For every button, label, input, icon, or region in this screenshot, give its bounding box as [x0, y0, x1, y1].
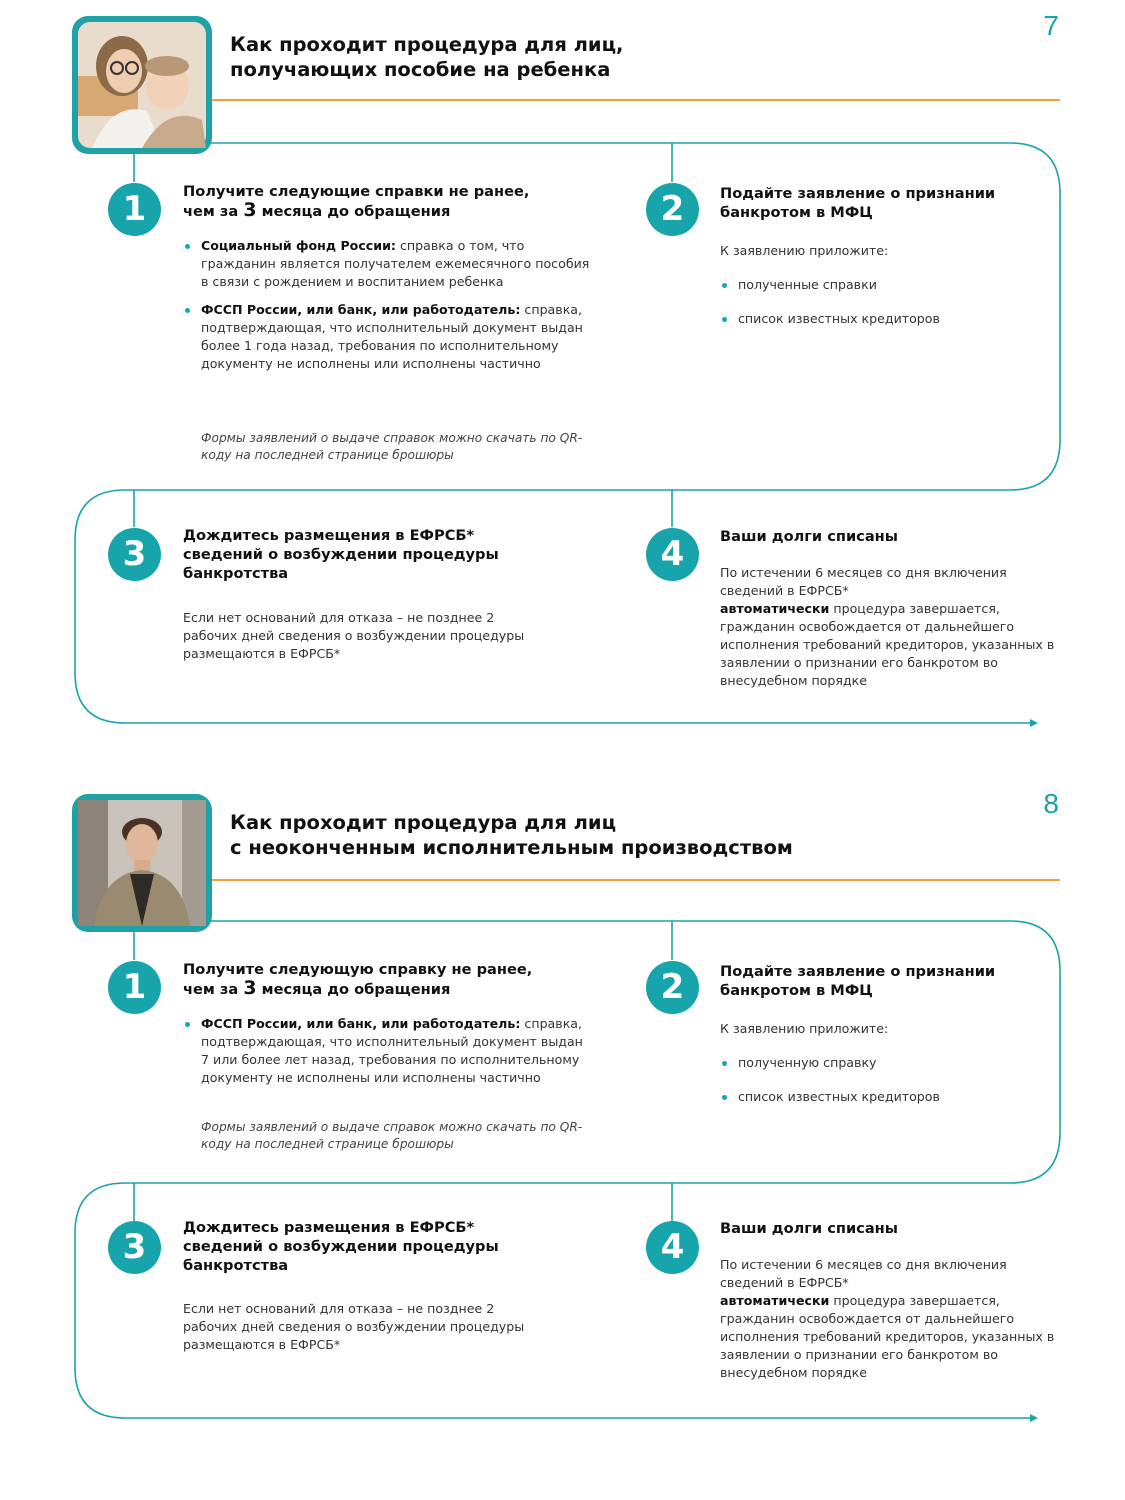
section-title-line: с неоконченным исполнительным производством [230, 836, 793, 859]
page-number: 8 [1043, 788, 1059, 819]
step-title-part: месяца до обращения [256, 203, 451, 220]
list-item: полученную справку [720, 1054, 1020, 1072]
list-item-text: справка о том, что гражданин является получателем ежемесячного пособия в связи с рождением и воспитанием ребенка [201, 238, 590, 289]
step-intro: К заявлению приложите: [720, 1021, 889, 1036]
procedure-section-enforcement [0, 778, 1125, 1498]
step-number-badge: 3 [108, 1221, 161, 1274]
list-item-text: справка, подтверждающая, что исполнительный документ выдан 7 или более лет назад, требования по исполнительному документу не исполнены или исполнены частично [201, 1016, 583, 1085]
step-text-part: По истечении 6 месяцев со дня включения сведений в ЕФРСБ* [720, 565, 1007, 598]
step-title-number: 3 [243, 977, 257, 999]
page-number: 7 [1043, 10, 1059, 41]
procedure-section-child-benefit [0, 0, 1125, 720]
mother-with-baby-photo [72, 16, 212, 154]
section-title-line: Как проходит процедура для лиц, [230, 33, 624, 56]
step-number-badge: 1 [108, 183, 161, 236]
step-title-line [183, 979, 603, 999]
step-text-part: процедура завершается, гражданин освобождается от дальнейшего исполнения требований кредиторов, указанных в заявлении о признании его банкротом во внесудебном порядке [720, 1293, 1055, 1380]
list-item-source: Социальный фонд России: [201, 238, 396, 253]
step-text-part: процедура завершается, гражданин освобождается от дальнейшего исполнения требований кредиторов, указанных в заявлении о признании его банкротом во внесудебном порядке [720, 601, 1055, 688]
step-title: Ваши долги списаны [720, 1220, 898, 1237]
list-item [183, 1015, 593, 1087]
list-item-source: ФССП России, или банк, или работодатель: [201, 302, 521, 317]
step-text-part: По истечении 6 месяцев со дня включения сведений в ЕФРСБ* [720, 1257, 1007, 1290]
step-text: Если нет оснований для отказа – не позднее 2 рабочих дней сведения о возбуждении процедуры размещаются в ЕФРСБ* [183, 1301, 525, 1352]
step-title-line: Получите следующую справку не ранее, [183, 961, 533, 978]
step-title-line: Получите следующие справки не ранее, [183, 183, 530, 200]
step-title: Подайте заявление о признании банкротом в МФЦ [720, 963, 996, 999]
list-item-text: справка, подтверждающая, что исполнительный документ выдан более 1 года назад, требования по исполнительному документу не исполнены или исполнены частично [201, 302, 583, 371]
forms-note: Формы заявлений о выдаче справок можно скачать по QR-коду на последней странице брошюры [201, 431, 583, 462]
step-number-badge: 2 [646, 183, 699, 236]
section-title-line: Как проходит процедура для лиц [230, 811, 617, 834]
step-title [183, 960, 603, 999]
young-man-portrait-photo [72, 794, 212, 932]
attachments-list [720, 1054, 1020, 1106]
required-documents-list [183, 237, 593, 373]
step-title: Дождитесь размещения в ЕФРСБ* сведений о возбуждении процедуры банкротства [183, 527, 499, 582]
step-text: Если нет оснований для отказа – не позднее 2 рабочих дней сведения о возбуждении процедуры размещаются в ЕФРСБ* [183, 610, 525, 661]
step-text [720, 564, 1055, 690]
step-number-badge: 2 [646, 961, 699, 1014]
step-number-badge: 4 [646, 1221, 699, 1274]
list-item [183, 237, 593, 291]
step-title: Дождитесь размещения в ЕФРСБ* сведений о возбуждении процедуры банкротства [183, 1219, 499, 1274]
step-title: Подайте заявление о признании банкротом в МФЦ [720, 185, 996, 221]
step-text [720, 1256, 1055, 1382]
step-number-badge: 1 [108, 961, 161, 1014]
list-item-source: ФССП России, или банк, или работодатель: [201, 1016, 521, 1031]
step-title-part: чем за [183, 203, 244, 220]
step-title-line [183, 201, 603, 221]
list-item: список известных кредиторов [720, 310, 1020, 328]
step-text-emphasis: автоматически [720, 1293, 830, 1308]
step-title [183, 182, 603, 221]
forms-note: Формы заявлений о выдаче справок можно скачать по QR-коду на последней странице брошюры [201, 1120, 583, 1151]
step-number-badge: 3 [108, 528, 161, 581]
attachments-list [720, 276, 1020, 328]
section-title [230, 32, 930, 82]
step-text-emphasis: автоматически [720, 601, 830, 616]
list-item: полученные справки [720, 276, 1020, 294]
section-title [230, 810, 930, 860]
step-number-badge: 4 [646, 528, 699, 581]
list-item: список известных кредиторов [720, 1088, 1020, 1106]
step-title-part: чем за [183, 981, 244, 998]
list-item [183, 301, 593, 373]
step-title-number: 3 [243, 199, 257, 221]
step-title-part: месяца до обращения [256, 981, 451, 998]
step-intro: К заявлению приложите: [720, 243, 889, 258]
step-title: Ваши долги списаны [720, 528, 898, 545]
section-title-line: получающих пособие на ребенка [230, 58, 611, 81]
required-documents-list [183, 1015, 593, 1087]
